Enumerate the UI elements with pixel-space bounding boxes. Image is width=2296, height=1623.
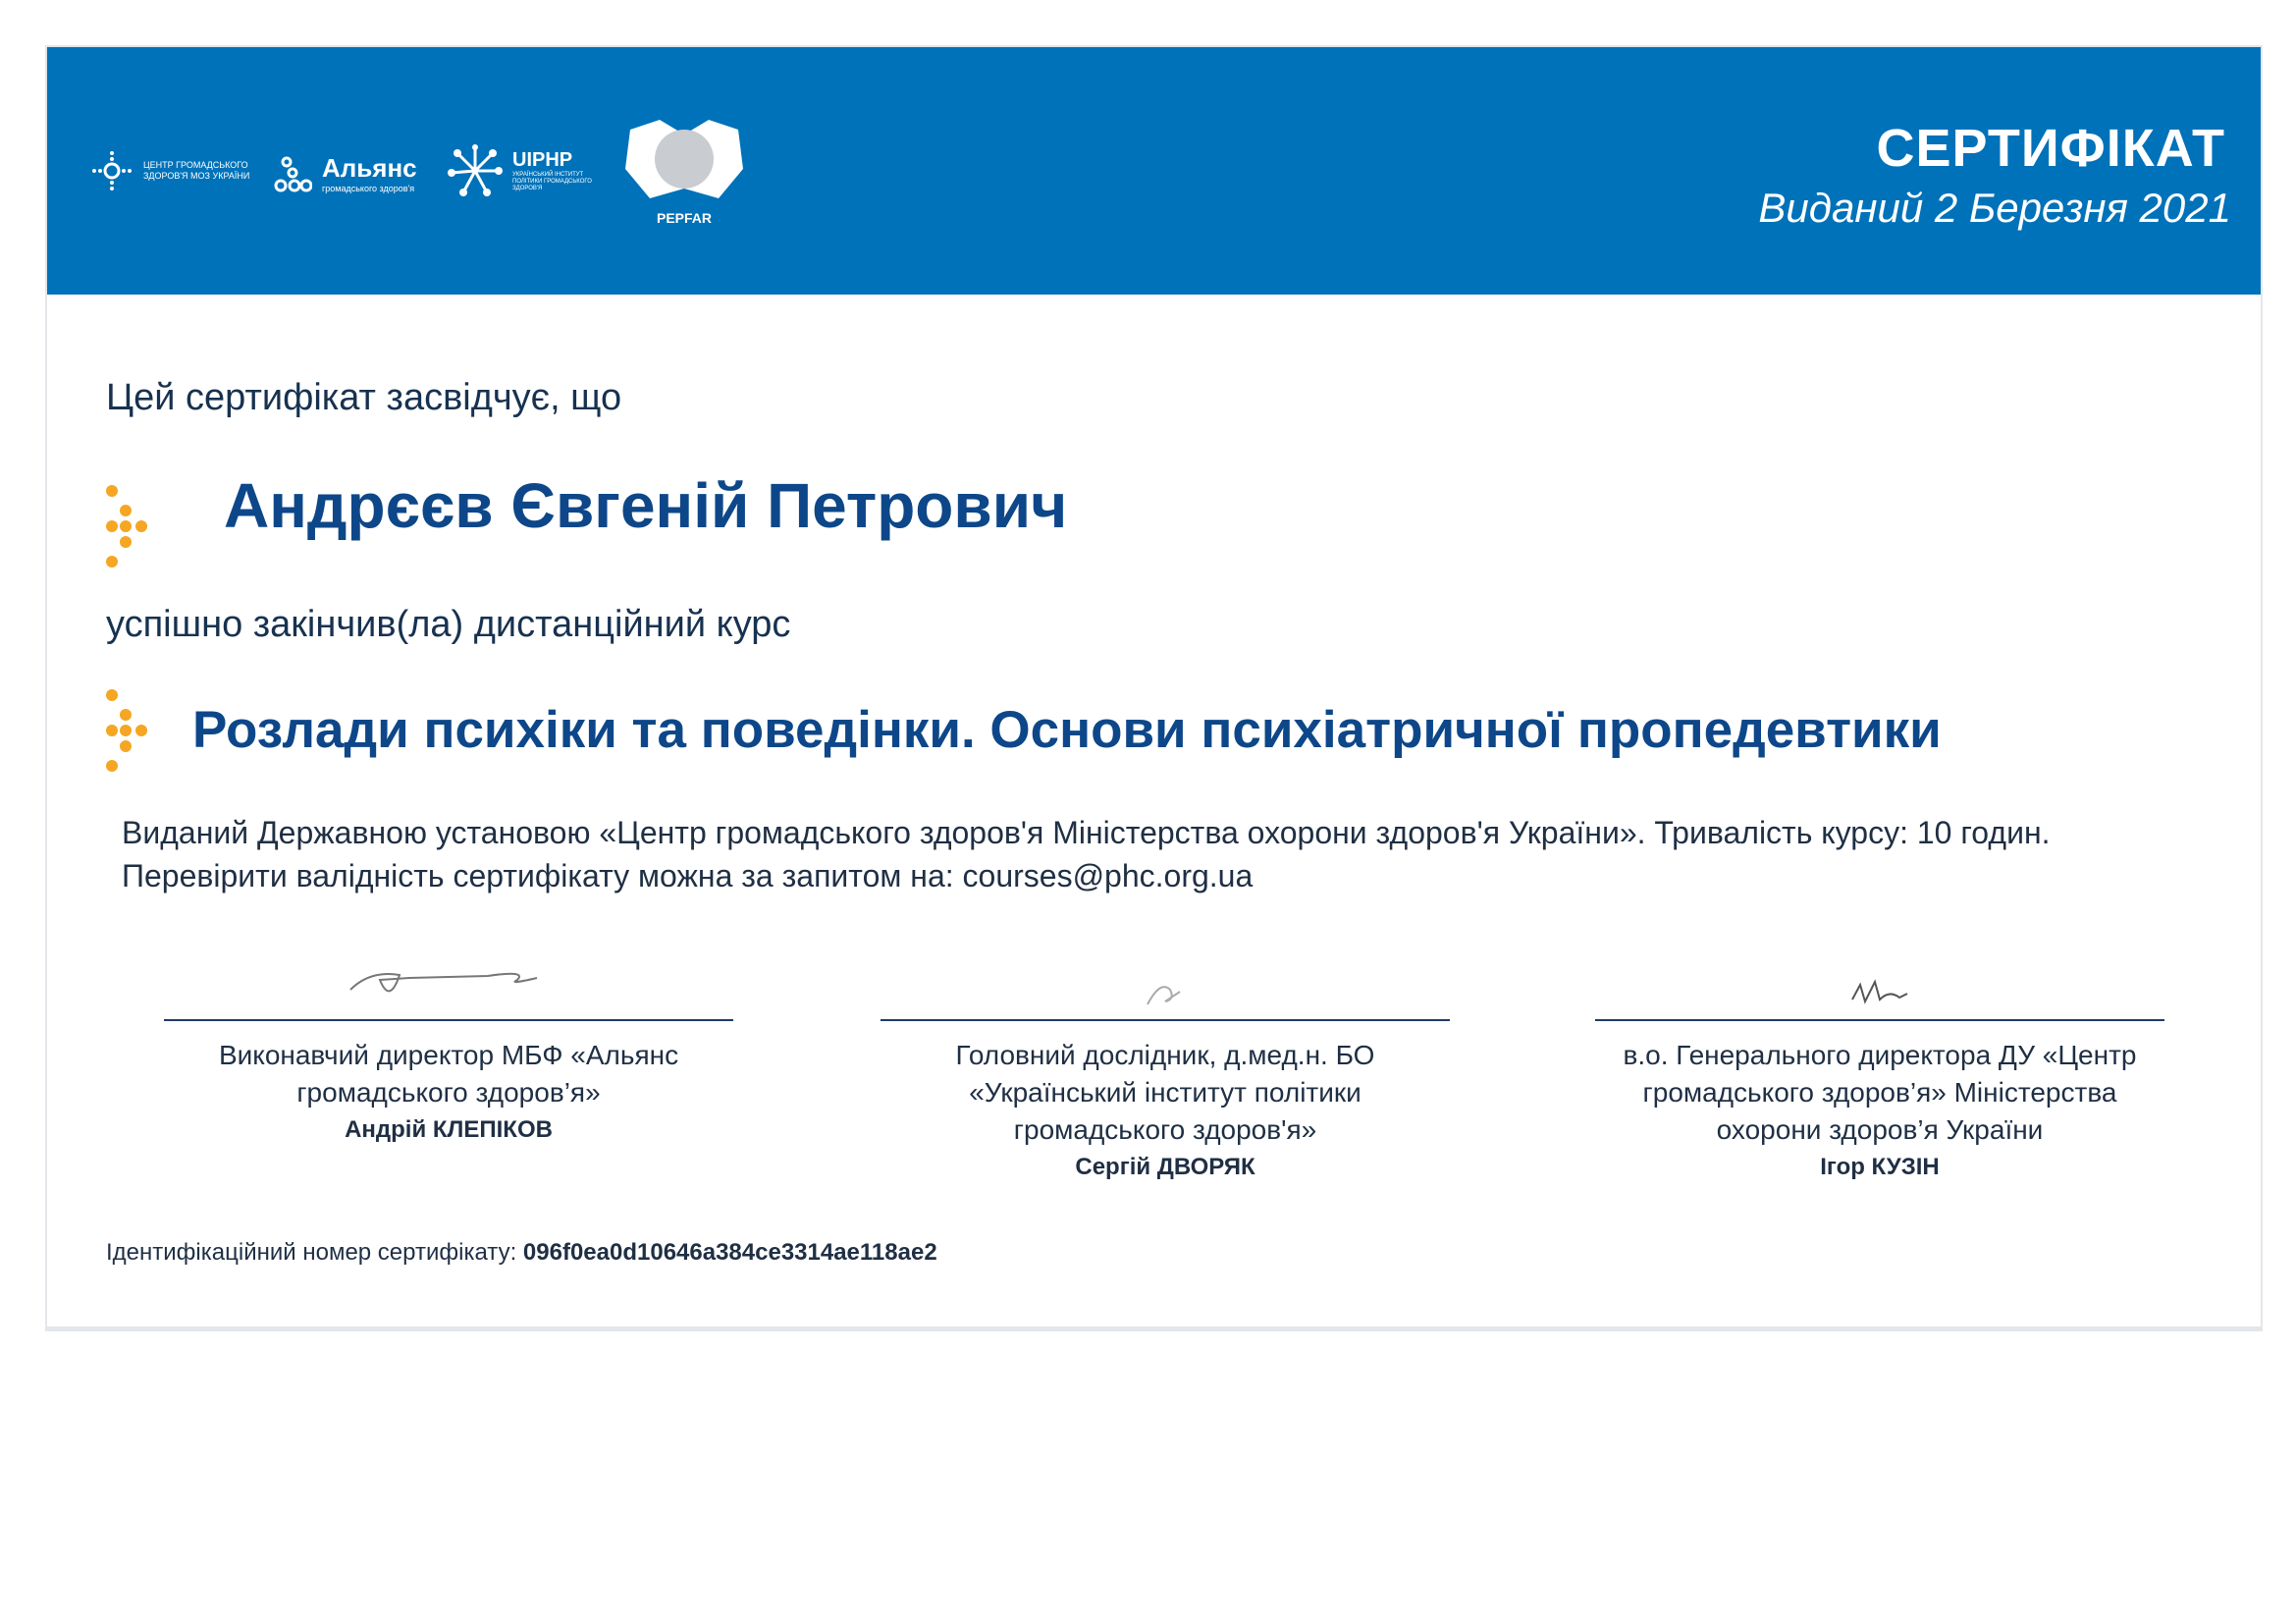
signature-line — [1595, 1019, 2164, 1021]
recipient-name: Андрєєв Євгеній Петрович — [224, 470, 1068, 541]
signature-image — [164, 911, 733, 1019]
pepfar-logo — [620, 110, 748, 226]
logo-text: ЦЕНТР ГРОМАДСЬКОГО — [143, 160, 248, 170]
certificate-id-label: Ідентифікаційний номер сертифікату: — [106, 1239, 517, 1266]
uiphp-logo-icon — [448, 143, 503, 198]
logo-text: УКРАЇНСЬКИЙ ІНСТИТУТ ПОЛІТИКИ ГРОМАДСЬКОГО ЗДОРОВ'Я — [512, 172, 592, 191]
accent-dots-icon — [104, 687, 153, 776]
signatory-name: Сергій ДВОРЯК — [1075, 1154, 1255, 1180]
certificate — [45, 45, 2263, 1331]
accent-dots-icon — [104, 483, 153, 571]
logo-text: Альянс — [322, 153, 417, 183]
description: Виданий Державною установою «Центр громадського здоров'я Міністерства охорони здоров'я України». Тривалість курсу: 10 годин. Перевірити валідність сертифікату можна за запитом на: courses@phc.org.ua — [122, 815, 2051, 893]
course-title: Розлади психіки та поведінки. Основи психіатричної пропедевтики — [192, 701, 1942, 759]
logo-text: ЗДОРОВ'Я МОЗ УКРАЇНИ — [143, 171, 250, 181]
logo-text: PEPFAR — [656, 210, 712, 226]
signature-line — [881, 1019, 1450, 1021]
signatory — [1595, 911, 2164, 1186]
signatory-role: Головний дослідник, д.мед.н. БО «Український інститут політики громадського здоров'я» — [955, 1040, 1375, 1145]
pepfar-emblem-icon — [620, 110, 748, 208]
completed-text: успішно закінчив(ла) дистанційний курс — [106, 604, 791, 645]
signature-line — [164, 1019, 733, 1021]
phc-logo-icon — [90, 149, 133, 192]
certificate-id — [106, 1239, 937, 1267]
phc-logo — [90, 149, 249, 192]
signatory-name: Андрій КЛЕПІКОВ — [345, 1116, 553, 1143]
certificate-title: СЕРТИФІКАТ — [1876, 119, 2225, 178]
certificate-id-value: 096f0ea0d10646a384ce3314ae118ae2 — [522, 1239, 937, 1266]
signatory-role: Виконавчий директор МБФ «Альянс громадського здоров’я» — [218, 1040, 679, 1108]
signatory — [881, 911, 1450, 1186]
signatory — [164, 911, 733, 1149]
logo-text: UIPHP — [512, 149, 573, 171]
certificate-header — [47, 47, 2261, 295]
signatory-role: в.о. Генерального директора ДУ «Центр громадського здоров’я» Міністерства охорони здоров’я України — [1623, 1040, 2137, 1145]
issue-date: Виданий 2 Березня 2021 — [1758, 185, 2231, 231]
signature-image — [881, 911, 1450, 1019]
alliance-logo-icon — [273, 154, 312, 193]
logo-text: громадського здоров'я — [322, 184, 415, 193]
alliance-logo — [273, 153, 417, 194]
uiphp-logo — [448, 143, 601, 198]
signature-image — [1595, 911, 2164, 1019]
intro-text: Цей сертифікат засвідчує, що — [106, 377, 622, 418]
signatory-name: Ігор КУЗІН — [1820, 1154, 1940, 1180]
